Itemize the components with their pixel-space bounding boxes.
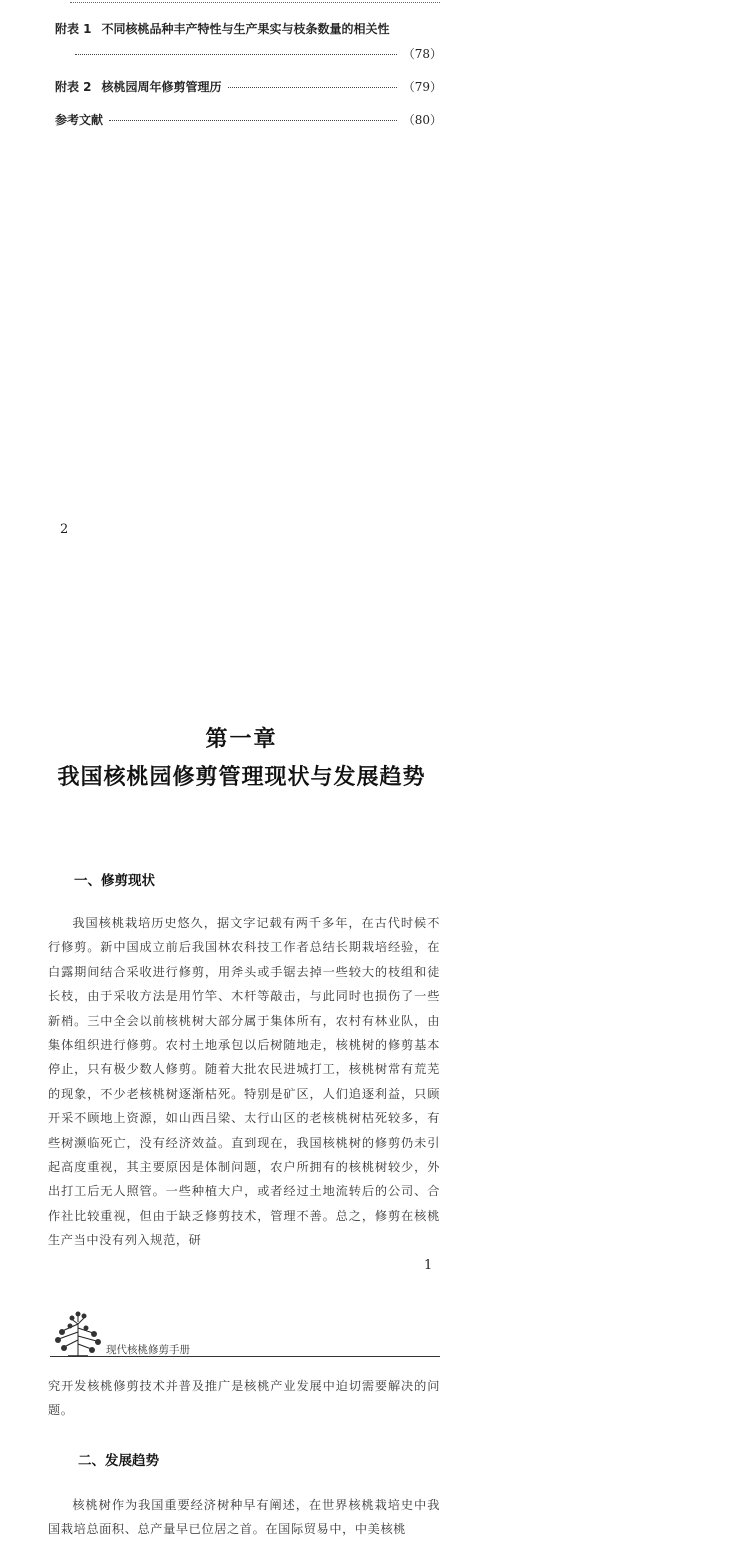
toc-row-appendix-2[interactable] <box>55 78 442 95</box>
section-heading-development-trend: 二、发展趋势 <box>78 1453 159 1469</box>
toc-label: 附表 1 <box>55 22 92 36</box>
toc-title: 不同核桃品种丰产特性与生产果实与枝条数量的相关性 <box>101 22 390 36</box>
page-number-upper: 2 <box>60 522 69 537</box>
toc-label: 附表 2 <box>55 80 92 94</box>
page-number-chapter: 1 <box>424 1258 433 1273</box>
toc-row-references[interactable] <box>55 111 442 128</box>
tree-logo-icon <box>50 1310 106 1358</box>
running-header-title: 现代核桃修剪手册 <box>106 1344 190 1356</box>
toc-cutoff-line <box>70 0 440 3</box>
section-heading-current-status: 一、修剪现状 <box>74 873 155 889</box>
toc-title: 核桃园周年修剪管理历 <box>101 80 222 94</box>
toc-title: 参考文献 <box>55 113 104 127</box>
toc-page: （80） <box>402 113 442 127</box>
dot-leader <box>75 53 397 55</box>
dot-leader <box>109 119 397 121</box>
chapter-title: 我国核桃园修剪管理现状与发展趋势 <box>57 765 426 790</box>
body-paragraph-current-status: 我国核桃栽培历史悠久，据文字记载有两千多年，在古代时候不行修剪。新中国成立前后我国林农科技工作者总结长期栽培经验，在白露期间结合采收进行修剪，用斧头或手锯去掉一些较大的枝组和徒长枝，由于采收方法是用竹竿、木杆等敲击，与此同时也损伤了一些新梢。三中全会以前核桃树大部分属于集体所有，农村有林业队，由集体组织进行修剪。农村土地承包以后树随地走，核桃树的修剪基本停止，只有极少数人修剪。随着大批农民进城打工，核桃树常有荒芜的现象，不少老核桃树逐渐枯死。特别是矿区，人们追逐利益，只顾开采不顾地上资源，如山西吕梁、太行山区的老核桃树枯死较多，有些树濒临死亡，没有经济效益。直到现在，我国核桃树的修剪仍未引起高度重视，其主要原因是体制问题，农户所拥有的核桃树较少，外出打工后无人照管。一些种植大户，或者经过土地流转后的公司、合作社比较重视，但由于缺乏修剪技术，管理不善。总之，修剪在核桃生产当中没有列入规范，研 <box>48 916 440 1248</box>
toc-row-appendix-1-leader <box>75 45 442 62</box>
running-header-rule <box>50 1356 440 1357</box>
body-paragraph-development-trend: 核桃树作为我国重要经济树种早有阐述，在世界核桃栽培史中我国栽培总面积、总产量早已位居之首。在国际贸易中，中美核桃 <box>48 1498 440 1537</box>
toc-page: （78） <box>402 47 442 61</box>
toc-page: （79） <box>402 80 442 94</box>
body-paragraph-continuation: 究开发核桃修剪技术并普及推广是核桃产业发展中迫切需要解决的问题。 <box>48 1379 440 1418</box>
dot-leader <box>228 86 397 88</box>
toc-row-appendix-1[interactable] <box>55 20 442 37</box>
chapter-number: 第一章 <box>205 727 278 752</box>
